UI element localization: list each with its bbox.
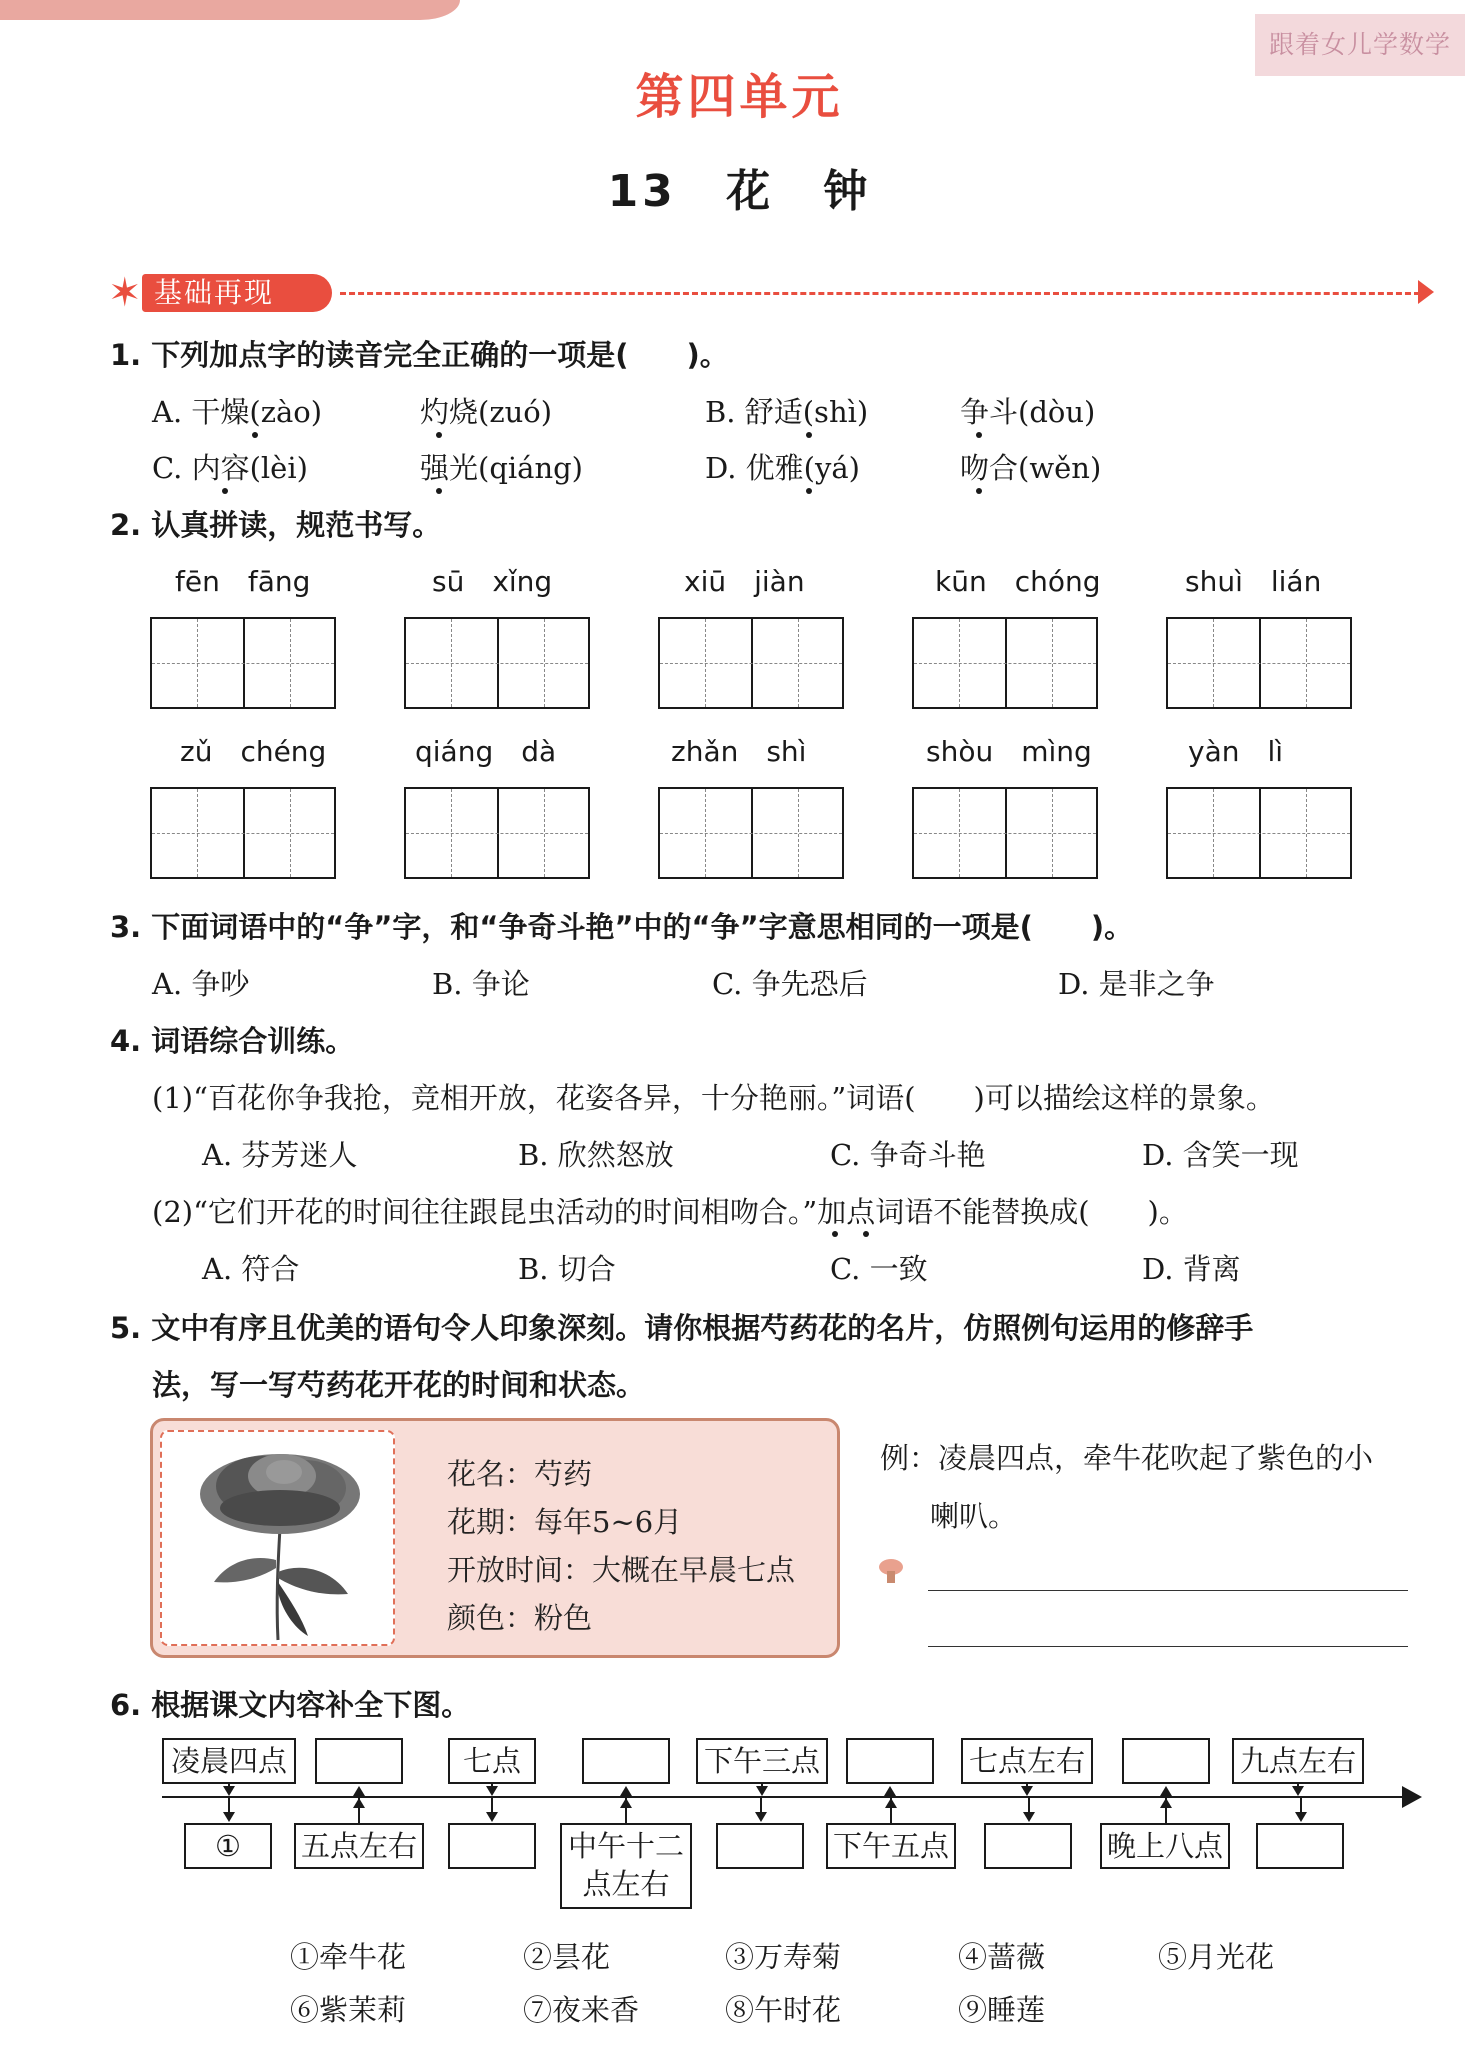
q1-option-b1: B. 舒适(shì) xyxy=(705,395,869,429)
pinyin-label: xiū jiàn xyxy=(684,565,805,598)
timeline-bottom-box: ① xyxy=(184,1823,272,1869)
card-flower-name: 花名：芍药 xyxy=(447,1457,593,1491)
timeline-bottom-box: 中午十二点左右 xyxy=(560,1823,692,1909)
legend-item: ⑥紫茉莉 xyxy=(290,1993,407,2027)
arrow-down-icon xyxy=(223,1812,235,1822)
arrow-up-icon xyxy=(620,1798,632,1808)
q3-option-a: A. 争吵 xyxy=(152,967,250,1001)
emphasis-dot xyxy=(222,488,228,494)
legend-item: ⑤月光花 xyxy=(1158,1940,1275,1974)
arrow-down-icon xyxy=(486,1812,498,1822)
example-sentence-line2: 喇叭。 xyxy=(930,1499,1018,1533)
arrow-down-icon xyxy=(223,1786,235,1796)
q3-option-b: B. 争论 xyxy=(432,967,530,1001)
q4-2-option-c: C. 一致 xyxy=(830,1252,928,1286)
legend-item: ⑨睡莲 xyxy=(958,1993,1046,2027)
arrow-down-icon xyxy=(1021,1786,1033,1796)
question-4-stem: 4. 词语综合训练。 xyxy=(110,1024,355,1058)
q4-1-option-c: C. 争奇斗艳 xyxy=(830,1138,986,1172)
pinyin-label: zǔ chéng xyxy=(180,735,327,768)
q1-option-c2: 强光(qiáng) xyxy=(420,451,583,485)
card-flower-color: 颜色：粉色 xyxy=(447,1601,593,1635)
answer-line[interactable] xyxy=(928,1590,1408,1591)
q4-part-1: (1)“百花你争我抢，竞相开放，花姿各异，十分艳丽。”词语( )可以描绘这样的景象。 xyxy=(152,1081,1275,1115)
timeline-top-blank[interactable] xyxy=(582,1738,670,1784)
question-5-stem-line1: 5. 文中有序且优美的语句令人印象深刻。请你根据芍药花的名片，仿照例句运用的修辞手 xyxy=(110,1311,1254,1345)
peony-flower-icon xyxy=(162,1432,393,1644)
timeline-top-blank[interactable] xyxy=(1122,1738,1210,1784)
timeline-bottom-box: 晚上八点 xyxy=(1100,1823,1230,1869)
pencil-icon xyxy=(876,1556,906,1586)
q1-option-a2: 灼烧(zuó) xyxy=(420,395,553,429)
unit-title: 第四单元 xyxy=(635,69,844,125)
arrow-down-icon xyxy=(1023,1812,1035,1822)
timeline-arrowhead xyxy=(1402,1786,1422,1808)
timeline-top-box: 九点左右 xyxy=(1232,1738,1364,1784)
pinyin-label: sū xǐng xyxy=(432,565,553,598)
question-5-stem-line2: 法，写一写芍药花开花的时间和状态。 xyxy=(152,1368,646,1402)
arrow-up-icon xyxy=(884,1786,896,1796)
writing-grid[interactable] xyxy=(150,787,336,879)
timeline-bottom-blank[interactable] xyxy=(1256,1823,1344,1869)
emphasis-dot xyxy=(436,432,442,438)
section-divider xyxy=(340,292,1420,295)
writing-grid[interactable] xyxy=(404,617,590,709)
pinyin-label: kūn chóng xyxy=(935,565,1101,598)
writing-grid[interactable] xyxy=(658,617,844,709)
timeline-top-box: 凌晨四点 xyxy=(162,1738,296,1784)
writing-grid[interactable] xyxy=(912,787,1098,879)
arrow-up-icon xyxy=(885,1798,897,1808)
timeline-bottom-blank[interactable] xyxy=(448,1823,536,1869)
arrow-down-icon xyxy=(755,1812,767,1822)
arrow-up-icon xyxy=(620,1786,632,1796)
q4-1-option-b: B. 欣然怒放 xyxy=(518,1138,674,1172)
question-3-stem: 3. 下面词语中的“争”字，和“争奇斗艳”中的“争”字意思相同的一项是( )。 xyxy=(110,910,1134,944)
arrow-up-icon xyxy=(353,1798,365,1808)
timeline-bottom-blank[interactable] xyxy=(984,1823,1072,1869)
q4-2-option-a: A. 符合 xyxy=(202,1252,300,1286)
timeline-top-blank[interactable] xyxy=(846,1738,934,1784)
runner-icon: ✶ xyxy=(108,270,142,316)
connector xyxy=(228,1798,230,1813)
arrow-down-icon xyxy=(756,1786,768,1796)
connector xyxy=(760,1798,762,1813)
legend-item: ①牵牛花 xyxy=(290,1940,407,1974)
card-bloom-time: 开放时间：大概在早晨七点 xyxy=(447,1553,796,1587)
emphasis-dot xyxy=(252,432,258,438)
emphasis-dot xyxy=(976,432,982,438)
question-1-stem: 1. 下列加点字的读音完全正确的一项是( )。 xyxy=(110,338,729,372)
connector xyxy=(1300,1798,1302,1813)
watermark: 跟着女儿学数学 xyxy=(1255,14,1465,76)
connector xyxy=(1028,1798,1030,1813)
q4-2-option-b: B. 切合 xyxy=(518,1252,616,1286)
timeline-top-box: 七点 xyxy=(448,1738,536,1784)
card-flower-period: 花期：每年5~6月 xyxy=(447,1505,683,1539)
question-2-stem: 2. 认真拼读，规范书写。 xyxy=(110,508,442,542)
timeline-top-blank[interactable] xyxy=(315,1738,403,1784)
q1-option-a1: A. 干燥(zào) xyxy=(152,395,323,429)
q4-1-option-a: A. 芬芳迷人 xyxy=(202,1138,358,1172)
example-sentence-line1: 例：凌晨四点，牵牛花吹起了紫色的小 xyxy=(880,1441,1374,1475)
q1-option-d2: 吻合(wěn) xyxy=(960,451,1102,485)
q1-option-c1: C. 内容(lèi) xyxy=(152,451,308,485)
emphasis-dot xyxy=(832,1231,838,1237)
q4-part-2: (2)“它们开花的时间往往跟昆虫活动的时间相吻合。”加点词语不能替换成( )。 xyxy=(152,1195,1188,1229)
writing-grid[interactable] xyxy=(150,617,336,709)
arrow-down-icon xyxy=(1292,1786,1304,1796)
emphasis-dot xyxy=(436,488,442,494)
connector xyxy=(491,1798,493,1813)
writing-grid[interactable] xyxy=(1166,617,1352,709)
q1-option-d1: D. 优雅(yá) xyxy=(705,451,860,485)
arrow-down-icon xyxy=(1295,1812,1307,1822)
arrow-down-icon xyxy=(486,1786,498,1796)
emphasis-dot xyxy=(806,488,812,494)
legend-item: ④蔷薇 xyxy=(958,1940,1046,1974)
q3-option-d: D. 是非之争 xyxy=(1058,967,1215,1001)
arrow-up-icon xyxy=(353,1786,365,1796)
writing-grid[interactable] xyxy=(912,617,1098,709)
arrow-up-icon xyxy=(1160,1786,1172,1796)
q3-option-c: C. 争先恐后 xyxy=(712,967,868,1001)
arrow-right-icon xyxy=(1418,280,1434,304)
peony-photo xyxy=(160,1430,395,1646)
q1-option-b2: 争斗(dòu) xyxy=(960,395,1096,429)
emphasis-dot xyxy=(806,432,812,438)
question-6-stem: 6. 根据课文内容补全下图。 xyxy=(110,1688,471,1722)
arrow-up-icon xyxy=(1160,1798,1172,1808)
pinyin-label: qiáng dà xyxy=(415,735,557,768)
timeline-axis xyxy=(162,1796,1407,1798)
q4-2-option-d: D. 背离 xyxy=(1142,1252,1241,1286)
pinyin-label: fēn fāng xyxy=(175,565,311,598)
answer-line[interactable] xyxy=(928,1646,1408,1647)
writing-grid[interactable] xyxy=(404,787,590,879)
q4-1-option-d: D. 含笑一现 xyxy=(1142,1138,1299,1172)
legend-item: ③万寿菊 xyxy=(725,1940,842,1974)
lesson-title: 13 花 钟 xyxy=(607,166,872,217)
emphasis-dot xyxy=(863,1231,869,1237)
legend-item: ⑧午时花 xyxy=(725,1993,842,2027)
legend-item: ②昙花 xyxy=(523,1940,611,1974)
pinyin-label: shuì lián xyxy=(1185,565,1322,598)
section-tag xyxy=(108,270,338,316)
timeline-bottom-box: 下午五点 xyxy=(826,1823,956,1869)
writing-grid[interactable] xyxy=(658,787,844,879)
writing-grid[interactable] xyxy=(1166,787,1352,879)
timeline-top-box: 下午三点 xyxy=(696,1738,828,1784)
emphasis-dot xyxy=(976,488,982,494)
legend-item: ⑦夜来香 xyxy=(523,1993,640,2027)
top-decoration xyxy=(0,0,460,20)
section-tag-label: 基础再现 xyxy=(142,274,332,312)
timeline-top-box: 七点左右 xyxy=(961,1738,1093,1784)
timeline-bottom-box: 五点左右 xyxy=(294,1823,424,1869)
timeline-bottom-blank[interactable] xyxy=(716,1823,804,1869)
pinyin-label: zhǎn shì xyxy=(671,735,807,768)
pinyin-label: shòu mìng xyxy=(926,735,1092,768)
pinyin-label: yàn lì xyxy=(1188,735,1284,768)
